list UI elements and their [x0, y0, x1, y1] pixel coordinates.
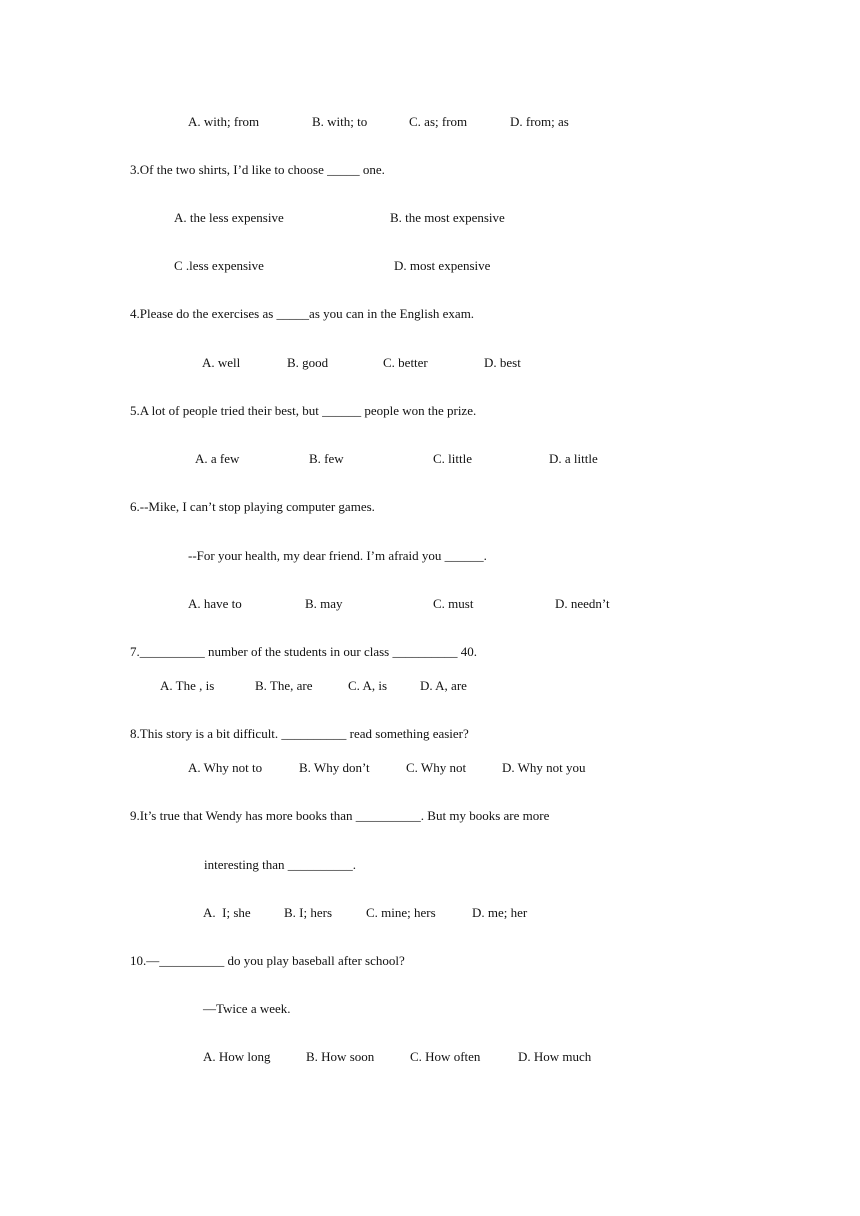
- q9-stem-continued: interesting than __________.: [204, 857, 357, 872]
- q5-option-b: B. few: [309, 451, 344, 466]
- q8-stem: 8.This story is a bit difficult. __________ read something easier?: [130, 726, 469, 741]
- q6-option-b: B. may: [305, 596, 343, 611]
- q5-option-a: A. a few: [195, 451, 240, 466]
- q10-stem-reply: —Twice a week.: [203, 1001, 291, 1016]
- q3-option-c: C .less expensive: [174, 258, 264, 273]
- q8-option-c: C. Why not: [406, 760, 467, 775]
- q8-option-b: B. Why don’t: [299, 760, 370, 775]
- q10-option-b: B. How soon: [306, 1049, 375, 1064]
- q7-option-b: B. The, are: [255, 678, 313, 693]
- q9-stem: 9.It’s true that Wendy has more books than __________. But my books are more: [130, 808, 550, 823]
- q6-stem: 6.--Mike, I can’t stop playing computer games.: [130, 499, 375, 514]
- q5-stem: 5.A lot of people tried their best, but ______ people won the prize.: [130, 403, 477, 418]
- q10-stem: 10.—__________ do you play baseball after school?: [130, 953, 405, 968]
- q5-option-d: D. a little: [549, 451, 598, 466]
- q6-stem-reply: --For your health, my dear friend. I’m afraid you ______.: [188, 548, 487, 563]
- q7-option-c: C. A, is: [348, 678, 388, 693]
- q10-option-d: D. How much: [518, 1049, 592, 1064]
- q3-option-a: A. the less expensive: [174, 210, 284, 225]
- q4-option-b: B. good: [287, 355, 329, 370]
- q7-stem: 7.__________ number of the students in our class __________ 40.: [130, 644, 477, 659]
- q10-option-c: C. How often: [410, 1049, 481, 1064]
- q6-option-a: A. have to: [188, 596, 242, 611]
- q2-option-d: D. from; as: [510, 114, 569, 129]
- q3-stem: 3.Of the two shirts, I’d like to choose _____ one.: [130, 162, 385, 177]
- q9-option-c: C. mine; hers: [366, 905, 436, 920]
- q9-option-a: A. I; she: [203, 905, 251, 920]
- q8-option-d: D. Why not you: [502, 760, 586, 775]
- q4-stem: 4.Please do the exercises as _____as you can in the English exam.: [130, 306, 475, 321]
- q7-option-a: A. The , is: [160, 678, 215, 693]
- q3-option-d: D. most expensive: [394, 258, 491, 273]
- q4-option-c: C. better: [383, 355, 428, 370]
- q6-option-d: D. needn’t: [555, 596, 610, 611]
- q5-option-c: C. little: [433, 451, 472, 466]
- q8-option-a: A. Why not to: [188, 760, 263, 775]
- q10-option-a: A. How long: [203, 1049, 271, 1064]
- q4-option-a: A. well: [202, 355, 241, 370]
- q3-option-b: B. the most expensive: [390, 210, 505, 225]
- q2-option-a: A. with; from: [188, 114, 260, 129]
- q9-option-b: B. I; hers: [284, 905, 333, 920]
- q9-option-d: D. me; her: [472, 905, 528, 920]
- q2-option-c: C. as; from: [409, 114, 468, 129]
- q7-option-d: D. A, are: [420, 678, 467, 693]
- q6-option-c: C. must: [433, 596, 474, 611]
- q4-option-d: D. best: [484, 355, 521, 370]
- q2-option-b: B. with; to: [312, 114, 368, 129]
